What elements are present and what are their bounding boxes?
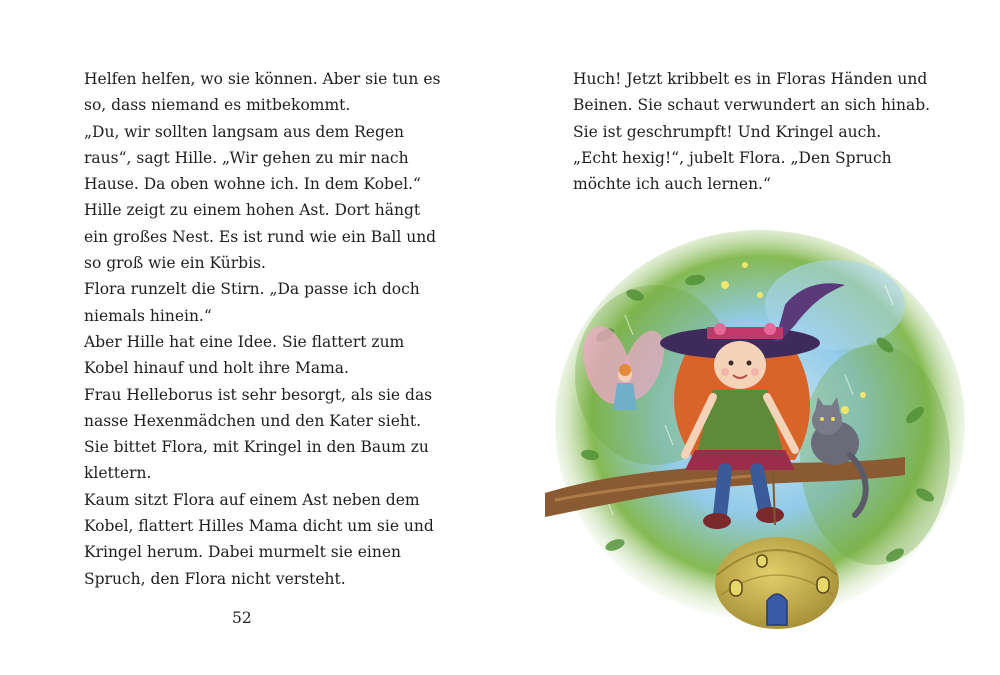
witch-girl-on-branch-illustration	[545, 225, 965, 635]
text-line: so, dass niemand es mitbekommt.	[84, 96, 351, 115]
text-line: so groß wie ein Kürbis.	[84, 254, 266, 273]
text-line: ein großes Nest. Es ist rund wie ein Ball und	[84, 227, 437, 246]
text-line: raus“, sagt Hille. „Wir gehen zu mir nach	[84, 148, 409, 167]
text-line: klettern.	[84, 464, 152, 483]
text-line: Spruch, den Flora nicht versteht.	[84, 569, 346, 588]
right-page	[500, 0, 1000, 675]
text-line: Huch! Jetzt kribbelt es in Floras Händen und	[573, 70, 928, 88]
text-line: Hause. Da oben wohne ich. In dem Kobel.“	[84, 175, 421, 194]
text-line: Sie bittet Flora, mit Kringel in den Baum zu	[84, 438, 429, 457]
text-line: möchte ich auch lernen.“	[573, 175, 771, 194]
text-line: „Echt hexig!“, jubelt Flora. „Den Spruch	[573, 148, 892, 167]
text-line: Kobel hinauf und holt ihre Mama.	[84, 359, 349, 378]
text-line: Beinen. Sie schaut verwundert an sich hinab.	[573, 96, 931, 115]
text-line: Hille zeigt zu einem hohen Ast. Dort hängt	[84, 201, 421, 220]
left-page-text	[84, 66, 444, 592]
text-line: Aber Hille hat eine Idee. Sie flattert zum	[84, 332, 405, 351]
text-line: nasse Hexenmädchen und den Kater sieht.	[84, 411, 422, 430]
text-line: Helfen helfen, wo sie können. Aber sie tun es	[84, 70, 441, 88]
text-line: Kobel, flattert Hilles Mama dicht um sie und	[84, 517, 434, 536]
text-line: „Du, wir sollten langsam aus dem Regen	[84, 122, 405, 141]
text-line: Kaum sitzt Flora auf einem Ast neben dem	[84, 490, 420, 509]
text-line: Flora runzelt die Stirn. „Da passe ich doch	[84, 280, 420, 299]
text-line: Frau Helleborus ist sehr besorgt, als sie das	[84, 385, 433, 404]
right-page-text	[573, 66, 933, 197]
text-line: niemals hinein.“	[84, 306, 212, 325]
text-line: Kringel herum. Dabei murmelt sie einen	[84, 543, 402, 562]
text-line: Sie ist geschrumpft! Und Kringel auch.	[573, 122, 882, 141]
page-number: 52	[232, 609, 252, 627]
